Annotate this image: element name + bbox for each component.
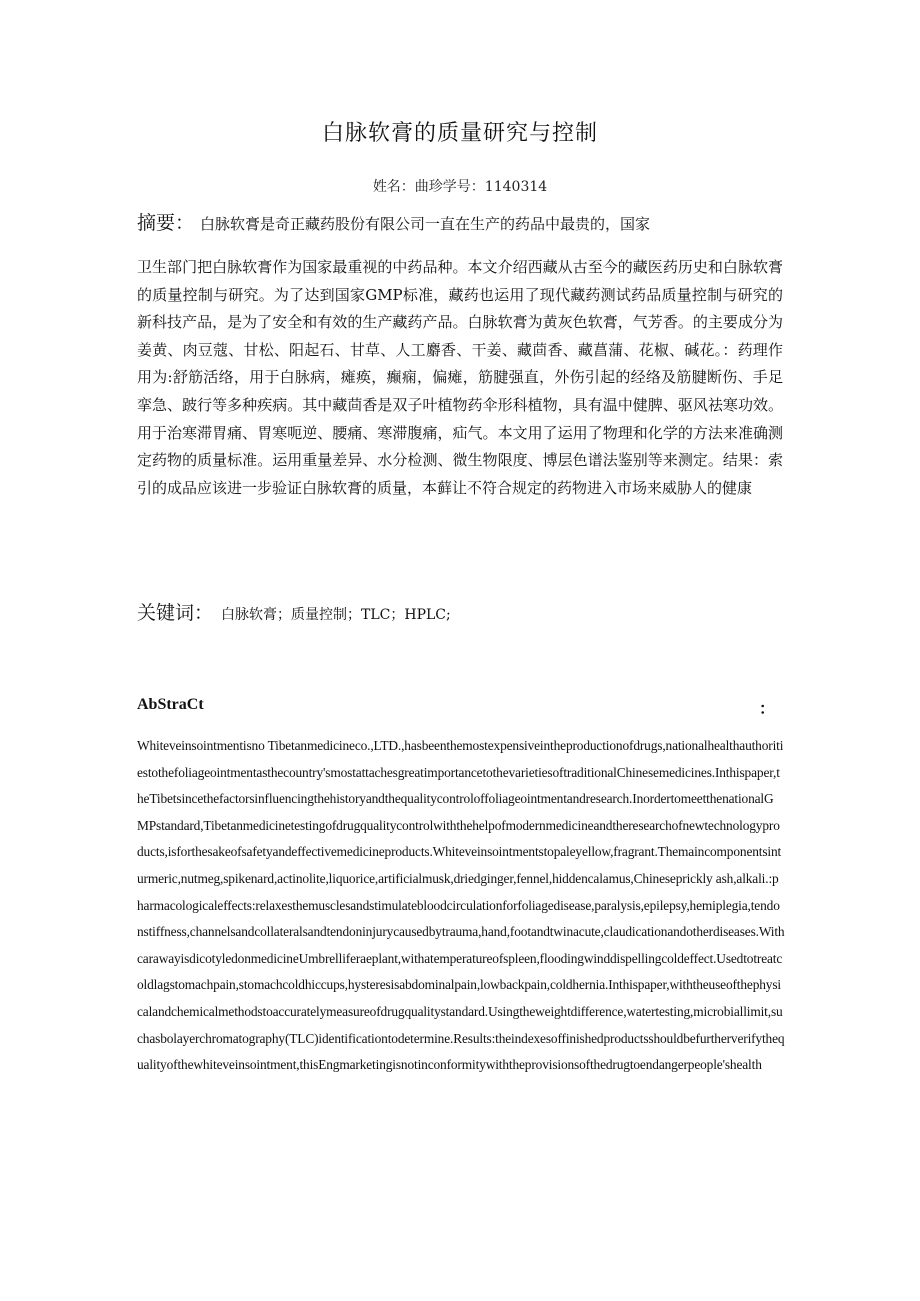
abstract-first-line: 白脉软膏是奇正藏药股份有限公司一直在生产的药品中最贵的，国家 (200, 215, 651, 233)
keywords-value: 白脉软膏；质量控制；TLC；HPLC; (221, 607, 451, 623)
abstract-label: 摘要： (137, 212, 195, 234)
abstract-heading-line (137, 211, 787, 236)
english-abstract-colon: ： (758, 701, 775, 718)
paper-title: 白脉软膏的质量研究与控制 (321, 121, 598, 146)
author-line: 姓名：曲珍学号：1140314 (372, 179, 548, 195)
keywords-label: 关键词： (137, 602, 214, 624)
keywords-line (137, 600, 787, 628)
english-abstract-body: Whiteveinsointmentisno Tibetanmedicineco.,LTD.,hasbeenthemostexpensiveintheproductionofdrugs,nationalhealthauthoritiestothefoliageointmentasthecountry'smostattachesgreatimportancetothevarietiesoftraditionalChinesemedicines.Inthispaper,theTibetsincethefactorsinfluencingthehistoryandthequalitycontroloffoliageointmentandresearch.InordertomeetthenationalGMPstandard,Tibetanmedicinetestingofdrugqualitycontrolwiththehelpofmodernmedicineandtheresearchofnewtechnologyproducts,isforthesakeofsafetyandeffectivemedicineproducts.Whiteveinsointmentstopaleyellow,fragrant.Themaincomponentsinturmeric,nutmeg,spikenard,actinolite,liquorice,artificialmusk,driedginger,fennel,hiddencalamus,Chineseprickly ash,alkali.:pharmacologicaleffects:relaxesthemusclesandstimulatebloodcirculationforfoliagedisease,paralysis,epilepsy,hemiplegia,tendonstiffness,channelsandcollateralsandtendoninjurycausedbytrauma,hand,footandtwinacute,claudicationandotherdiseases.WithcarawayisdicotyledonmedicineUmbrelliferaeplant,withatemperatureofspleen,floodingwinddispellingcoldeffect.Usedtotreatcoldlagstomachpain,stomachcoldhiccups,hysteresisabdominalpain,lowbackpain,coldhernia.Inthispaper,withtheuseofthephysicalandchemicalmethodstoaccuratelymeasureofdrugqualitystandard.Usingtheweightdifference,watertesting,microbiallimit,suchasbolayerchromatography(TLC)identificationtodetermine.Results:theindexesoffinishedproductsshouldbefurtherverifythequalityofthewhiteveinsointment,thisEngmarketingisnotinconformitywiththeprovisionsofthedrugtoendangerpeople'shealth (137, 738, 785, 1073)
abstract-body: 卫生部门把白脉软膏作为国家最重视的中药品种。本文介绍西藏从古至今的藏医药历史和白脉软膏的质量控制与研究。为了达到国家GMP标准，藏药也运用了现代藏药测试药品质量控制与研究的新科技产品，是为了安全和有效的生产藏药产品。白脉软膏为黄灰色软膏，气芳香。的主要成分为姜黄、肉豆蔻、甘松、阳起石、甘草、人工麝香、干姜、藏茴香、藏菖蒲、花椒、碱花。：药理作用为:舒筋活络，用于白脉病，瘫痪，癫痫，偏瘫，筋腱强直，外伤引起的经络及筋腱断伤、手足挛急、跛行等多种疾病。其中藏茴香是双子叶植物药伞形科植物，具有温中健脾、驱风祛寒功效。用于治寒滞胃痛、胃寒呃逆、腰痛、寒滞腹痛，疝气。本文用了运用了物理和化学的方法来准确测定药物的质量标准。运用重量差异、水分检测、微生物限度、博层色谱法鉴别等来测定。结果：索引的成品应该进一步验证白脉软膏的质量，本藓让不符合规定的药物进入市场来威胁人的健康 (137, 258, 783, 497)
english-abstract-title: AbStraCt (137, 696, 204, 713)
english-abstract-heading (137, 696, 775, 718)
